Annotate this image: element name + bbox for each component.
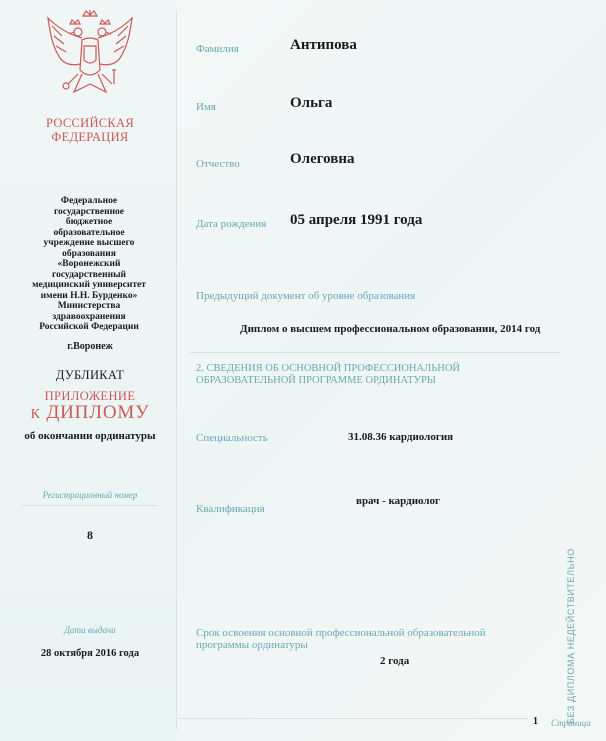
- to-diploma-title: [10, 402, 170, 424]
- coat-of-arms-icon: [42, 8, 138, 112]
- name-label: Имя: [196, 101, 216, 113]
- org-line: Федеральное: [60, 196, 118, 206]
- org-line: «Воронежский: [57, 259, 121, 269]
- org-line: имени Н.Н. Бурденко»: [40, 290, 138, 301]
- country-line-1: РОССИЙСКАЯ: [45, 116, 135, 130]
- city: г.Воронеж: [67, 341, 113, 352]
- validity-note-text: БЕЗ ДИПЛОМА НЕДЕЙСТВИТЕЛЬНО: [566, 548, 576, 724]
- surname-label: Фамилия: [196, 43, 239, 55]
- org-line: образовательное: [53, 227, 125, 238]
- diploma-word: ДИПЛОМУ: [46, 402, 150, 423]
- patronymic-value: Олеговна: [290, 151, 355, 167]
- section-divider: [190, 352, 560, 353]
- organization-name: [26, 196, 152, 333]
- section-2-title: [196, 363, 526, 387]
- org-line: Российской Федерации: [39, 322, 139, 332]
- duplicate-mark: ДУБЛИКАТ: [55, 368, 125, 382]
- section-title-line-1: 2. СВЕДЕНИЯ ОБ ОСНОВНОЙ ПРОФЕССИОНАЛЬНОЙ: [196, 363, 460, 374]
- org-line: Министерства: [57, 301, 121, 311]
- org-line: здравоохранения: [52, 311, 126, 322]
- duration-value: 2 года: [380, 655, 410, 667]
- footer-line: [178, 718, 528, 719]
- duration-label-line-1: Срок освоения основной профессиональной образовательной: [196, 627, 486, 639]
- org-line: медицинский университет: [32, 280, 146, 290]
- birth-date-value: 05 апреля 1991 года: [290, 212, 423, 228]
- duration-label-line-2: программы ординатуры: [196, 639, 308, 651]
- surname-value: Антипова: [290, 37, 357, 53]
- appendix-title: ПРИЛОЖЕНИЕ: [44, 389, 136, 403]
- previous-document-label: Предыдущий документ об уровне образования: [196, 290, 416, 302]
- specialty-label: Специальность: [196, 432, 268, 444]
- issue-date-label: Дата выдачи: [64, 625, 116, 635]
- name-value: Ольга: [290, 95, 333, 111]
- vertical-validity-note: [566, 548, 590, 724]
- duration-label: [196, 627, 486, 651]
- registration-underline: [22, 505, 158, 506]
- patronymic-label: Отчество: [196, 158, 240, 170]
- page-word: Страница: [551, 718, 591, 728]
- org-line: государственное: [53, 206, 125, 217]
- registration-number-label: Регистрационный номер: [42, 490, 138, 500]
- previous-document-value: Диплом о высшем профессиональном образовании, 2014 год: [240, 323, 541, 335]
- org-line: бюджетное: [65, 217, 113, 227]
- to-preposition: К: [30, 407, 41, 422]
- column-divider: [176, 10, 177, 730]
- org-line: учреждение высшего: [43, 238, 135, 248]
- specialty-value: 31.08.36 кардиология: [348, 431, 454, 443]
- completion-text: об окончании ординатуры: [24, 430, 156, 442]
- org-line: государственный: [52, 269, 126, 280]
- country-name: [20, 116, 160, 144]
- birth-date-label: Дата рождения: [196, 218, 267, 230]
- page-number: 1: [533, 716, 538, 727]
- section-title-line-2: ОБРАЗОВАТЕЛЬНОЙ ПРОГРАММЕ ОРДИНАТУРЫ: [196, 375, 436, 386]
- qualification-value: врач - кардиолог: [356, 495, 441, 507]
- issue-date: 28 октября 2016 года: [40, 648, 140, 659]
- country-line-2: ФЕДЕРАЦИЯ: [51, 130, 129, 144]
- qualification-label: Квалификация: [196, 503, 265, 515]
- org-line: образования: [62, 248, 116, 259]
- registration-number: 8: [87, 528, 93, 542]
